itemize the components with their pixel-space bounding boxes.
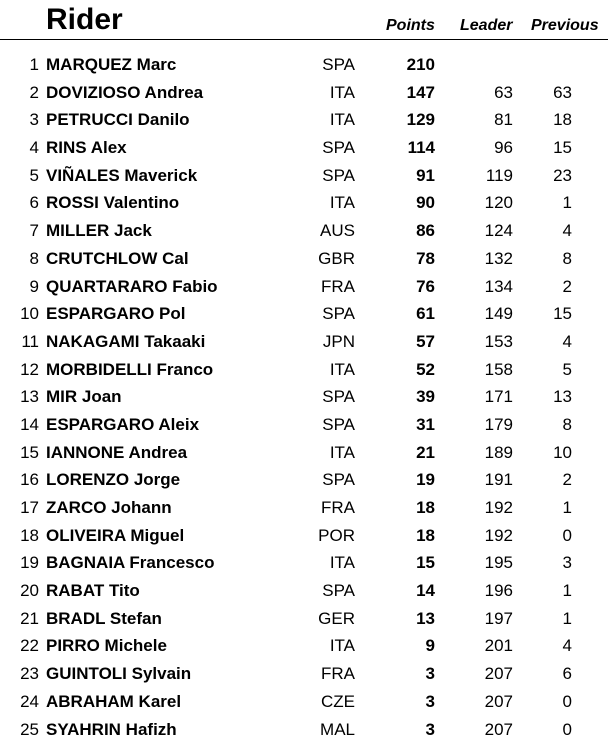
rider-name-cell: NAKAGAMI Takaaki	[46, 328, 205, 356]
rider-name-cell: MORBIDELLI Franco	[46, 356, 213, 384]
nation-cell: SPA	[300, 51, 355, 79]
nation-cell: ITA	[300, 189, 355, 217]
points-cell: 210	[380, 51, 435, 79]
points-cell: 31	[380, 411, 435, 439]
position-cell: 4	[0, 134, 39, 162]
leader-gap-cell: 132	[455, 245, 513, 273]
previous-column-header: Previous	[531, 16, 599, 36]
nation-cell: GBR	[300, 245, 355, 273]
rider-name-cell: SYAHRIN Hafizh	[46, 716, 177, 743]
points-cell: 78	[380, 245, 435, 273]
table-row	[0, 134, 608, 162]
nation-cell: ITA	[300, 632, 355, 660]
points-column-header: Points	[386, 16, 435, 36]
previous-gap-cell: 18	[520, 106, 572, 134]
rider-name-cell: RABAT Tito	[46, 577, 140, 605]
points-cell: 52	[380, 356, 435, 384]
points-cell: 61	[380, 300, 435, 328]
leader-gap-cell: 96	[455, 134, 513, 162]
points-cell: 18	[380, 494, 435, 522]
leader-gap-cell: 158	[455, 356, 513, 384]
table-row	[0, 245, 608, 273]
table-row	[0, 189, 608, 217]
leader-gap-cell: 196	[455, 577, 513, 605]
leader-gap-cell: 191	[455, 466, 513, 494]
rider-name-cell: LORENZO Jorge	[46, 466, 180, 494]
position-cell: 18	[0, 522, 39, 550]
table-row	[0, 356, 608, 384]
table-row	[0, 466, 608, 494]
previous-gap-cell: 5	[520, 356, 572, 384]
position-cell: 8	[0, 245, 39, 273]
nation-cell: ITA	[300, 106, 355, 134]
leader-gap-cell: 195	[455, 549, 513, 577]
rider-name-cell: OLIVEIRA Miguel	[46, 522, 184, 550]
table-row	[0, 439, 608, 467]
previous-gap-cell: 4	[520, 328, 572, 356]
table-row	[0, 494, 608, 522]
previous-gap-cell: 3	[520, 549, 572, 577]
nation-cell: ITA	[300, 439, 355, 467]
table-row	[0, 328, 608, 356]
standings-table	[0, 51, 608, 743]
points-cell: 39	[380, 383, 435, 411]
leader-gap-cell: 192	[455, 522, 513, 550]
leader-gap-cell: 171	[455, 383, 513, 411]
nation-cell: FRA	[300, 660, 355, 688]
table-row	[0, 79, 608, 107]
leader-gap-cell: 153	[455, 328, 513, 356]
table-row	[0, 273, 608, 301]
previous-gap-cell: 4	[520, 632, 572, 660]
rider-name-cell: BRADL Stefan	[46, 605, 162, 633]
points-cell: 9	[380, 632, 435, 660]
position-cell: 25	[0, 716, 39, 743]
previous-gap-cell: 63	[520, 79, 572, 107]
position-cell: 20	[0, 577, 39, 605]
points-cell: 14	[380, 577, 435, 605]
rider-name-cell: QUARTARARO Fabio	[46, 273, 218, 301]
position-cell: 19	[0, 549, 39, 577]
previous-gap-cell: 2	[520, 273, 572, 301]
leader-gap-cell: 120	[455, 189, 513, 217]
position-cell: 13	[0, 383, 39, 411]
previous-gap-cell: 8	[520, 411, 572, 439]
nation-cell: AUS	[300, 217, 355, 245]
previous-gap-cell: 15	[520, 300, 572, 328]
points-cell: 21	[380, 439, 435, 467]
rider-name-cell: RINS Alex	[46, 134, 127, 162]
nation-cell: ITA	[300, 79, 355, 107]
rider-name-cell: ROSSI Valentino	[46, 189, 179, 217]
previous-gap-cell: 10	[520, 439, 572, 467]
previous-gap-cell: 0	[520, 688, 572, 716]
leader-gap-cell: 207	[455, 660, 513, 688]
points-cell: 114	[380, 134, 435, 162]
table-row	[0, 688, 608, 716]
previous-gap-cell: 8	[520, 245, 572, 273]
position-cell: 1	[0, 51, 39, 79]
position-cell: 11	[0, 328, 39, 356]
rider-name-cell: PIRRO Michele	[46, 632, 167, 660]
points-cell: 76	[380, 273, 435, 301]
position-cell: 3	[0, 106, 39, 134]
points-cell: 19	[380, 466, 435, 494]
nation-cell: FRA	[300, 494, 355, 522]
leader-gap-cell: 201	[455, 632, 513, 660]
leader-gap-cell: 119	[455, 162, 513, 190]
previous-gap-cell: 23	[520, 162, 572, 190]
standings-header	[0, 0, 608, 40]
rider-name-cell: IANNONE Andrea	[46, 439, 187, 467]
leader-gap-cell: 207	[455, 688, 513, 716]
points-cell: 57	[380, 328, 435, 356]
position-cell: 14	[0, 411, 39, 439]
nation-cell: SPA	[300, 466, 355, 494]
position-cell: 6	[0, 189, 39, 217]
nation-cell: FRA	[300, 273, 355, 301]
position-cell: 21	[0, 605, 39, 633]
leader-gap-cell: 189	[455, 439, 513, 467]
leader-gap-cell: 81	[455, 106, 513, 134]
leader-gap-cell: 207	[455, 716, 513, 743]
position-cell: 12	[0, 356, 39, 384]
rider-name-cell: ZARCO Johann	[46, 494, 172, 522]
rider-name-cell: ESPARGARO Pol	[46, 300, 185, 328]
previous-gap-cell: 4	[520, 217, 572, 245]
nation-cell: SPA	[300, 577, 355, 605]
position-cell: 2	[0, 79, 39, 107]
nation-cell: MAL	[300, 716, 355, 743]
table-row	[0, 106, 608, 134]
table-row	[0, 383, 608, 411]
table-row	[0, 605, 608, 633]
points-cell: 147	[380, 79, 435, 107]
previous-gap-cell: 13	[520, 383, 572, 411]
position-cell: 24	[0, 688, 39, 716]
nation-cell: ITA	[300, 356, 355, 384]
nation-cell: SPA	[300, 300, 355, 328]
leader-gap-cell: 192	[455, 494, 513, 522]
previous-gap-cell: 1	[520, 494, 572, 522]
table-row	[0, 577, 608, 605]
points-cell: 86	[380, 217, 435, 245]
nation-cell: JPN	[300, 328, 355, 356]
table-row	[0, 549, 608, 577]
position-cell: 7	[0, 217, 39, 245]
leader-gap-cell: 134	[455, 273, 513, 301]
rider-name-cell: MARQUEZ Marc	[46, 51, 176, 79]
rider-name-cell: GUINTOLI Sylvain	[46, 660, 191, 688]
table-row	[0, 522, 608, 550]
rider-name-cell: VIÑALES Maverick	[46, 162, 197, 190]
nation-cell: GER	[300, 605, 355, 633]
position-cell: 15	[0, 439, 39, 467]
nation-cell: ITA	[300, 549, 355, 577]
position-cell: 17	[0, 494, 39, 522]
rider-column-header: Rider	[46, 3, 123, 37]
table-row	[0, 51, 608, 79]
leader-gap-cell: 179	[455, 411, 513, 439]
nation-cell: SPA	[300, 162, 355, 190]
table-row	[0, 660, 608, 688]
table-row	[0, 217, 608, 245]
position-cell: 5	[0, 162, 39, 190]
table-row	[0, 716, 608, 743]
previous-gap-cell: 1	[520, 189, 572, 217]
points-cell: 129	[380, 106, 435, 134]
table-row	[0, 411, 608, 439]
rider-name-cell: PETRUCCI Danilo	[46, 106, 190, 134]
position-cell: 16	[0, 466, 39, 494]
points-cell: 18	[380, 522, 435, 550]
table-row	[0, 632, 608, 660]
points-cell: 13	[380, 605, 435, 633]
nation-cell: CZE	[300, 688, 355, 716]
rider-name-cell: MIR Joan	[46, 383, 122, 411]
leader-gap-cell: 197	[455, 605, 513, 633]
points-cell: 90	[380, 189, 435, 217]
points-cell: 91	[380, 162, 435, 190]
leader-gap-cell: 149	[455, 300, 513, 328]
previous-gap-cell: 1	[520, 605, 572, 633]
points-cell: 3	[380, 660, 435, 688]
rider-name-cell: DOVIZIOSO Andrea	[46, 79, 203, 107]
rider-name-cell: ABRAHAM Karel	[46, 688, 181, 716]
previous-gap-cell: 1	[520, 577, 572, 605]
rider-name-cell: ESPARGARO Aleix	[46, 411, 199, 439]
leader-gap-cell: 124	[455, 217, 513, 245]
previous-gap-cell: 2	[520, 466, 572, 494]
position-cell: 10	[0, 300, 39, 328]
points-cell: 3	[380, 688, 435, 716]
nation-cell: SPA	[300, 411, 355, 439]
nation-cell: SPA	[300, 383, 355, 411]
leader-gap-cell: 63	[455, 79, 513, 107]
position-cell: 9	[0, 273, 39, 301]
rider-name-cell: CRUTCHLOW Cal	[46, 245, 189, 273]
previous-gap-cell: 0	[520, 716, 572, 743]
leader-column-header: Leader	[460, 16, 512, 36]
position-cell: 23	[0, 660, 39, 688]
table-row	[0, 162, 608, 190]
position-cell: 22	[0, 632, 39, 660]
previous-gap-cell: 15	[520, 134, 572, 162]
nation-cell: SPA	[300, 134, 355, 162]
points-cell: 3	[380, 716, 435, 743]
table-row	[0, 300, 608, 328]
rider-name-cell: BAGNAIA Francesco	[46, 549, 214, 577]
previous-gap-cell: 6	[520, 660, 572, 688]
nation-cell: POR	[300, 522, 355, 550]
rider-name-cell: MILLER Jack	[46, 217, 152, 245]
points-cell: 15	[380, 549, 435, 577]
previous-gap-cell: 0	[520, 522, 572, 550]
